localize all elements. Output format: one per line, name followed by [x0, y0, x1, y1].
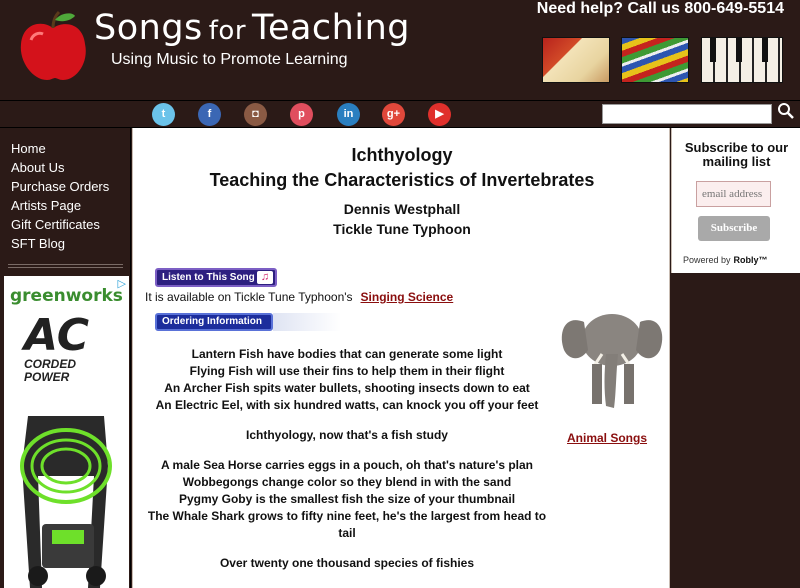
- lyric-line: Wobbegongs change color so they blend in with the sand: [182, 475, 512, 489]
- availability-label: It is available on Tickle Tune Typhoon's: [145, 290, 353, 304]
- ad-headline: AC: [24, 310, 89, 361]
- pressure-washer-image: [8, 406, 126, 588]
- nav-home[interactable]: Home: [11, 141, 46, 156]
- nav-about-us[interactable]: About Us: [11, 160, 65, 175]
- lyrics-stanza: [139, 427, 555, 444]
- brand-title[interactable]: [94, 8, 410, 48]
- ad-subheadline: [24, 358, 76, 384]
- ad-brand-logo: greenworks: [10, 286, 123, 306]
- lyrics: [139, 346, 555, 585]
- subscribe-title: Subscribe to our mailing list: [684, 140, 789, 169]
- youtube-icon[interactable]: ▶: [428, 103, 451, 126]
- lyric-line: The Whale Shark grows to fifty nine feet, he's the largest from head to tail: [147, 509, 547, 540]
- apple-logo-icon[interactable]: [17, 10, 89, 82]
- powered-by: [683, 255, 768, 265]
- googleplus-icon[interactable]: g+: [382, 103, 405, 126]
- instagram-icon[interactable]: ◘: [244, 103, 267, 126]
- facebook-icon[interactable]: f: [198, 103, 221, 126]
- nav-divider: [8, 264, 123, 268]
- lyric-line: Ichthyology, now that's a fish study: [246, 428, 448, 442]
- robly-logo[interactable]: Robly™: [733, 255, 768, 265]
- brand-tagline: Using Music to Promote Learning: [111, 51, 348, 68]
- lyric-line: Pygmy Goby is the smallest fish the size of your thumbnail: [178, 492, 516, 506]
- nav-artists-page[interactable]: Artists Page: [11, 198, 82, 213]
- lyric-line: Over twenty one thousand species of fishies: [219, 556, 475, 570]
- song-author: Dennis Westphall: [343, 201, 461, 217]
- nav-gift-certificates[interactable]: Gift Certificates: [11, 217, 100, 232]
- page-subtitle: Teaching the Characteristics of Invertebrates: [209, 170, 595, 190]
- twitter-icon[interactable]: t: [152, 103, 175, 126]
- social-bar: [0, 100, 800, 128]
- left-sidebar: [0, 128, 131, 588]
- right-sidebar: [671, 128, 800, 588]
- brand-word-songs: Songs: [94, 8, 203, 48]
- page-title: Ichthyology: [351, 145, 453, 165]
- music-note-icon: ♫: [257, 271, 273, 284]
- lyric-line: An Archer Fish spits water bullets, shooting insects down to eat: [164, 381, 530, 395]
- subscribe-button[interactable]: Subscribe: [698, 216, 770, 241]
- lyric-line: An Electric Eel, with six hundred watts, can knock you off your feet: [155, 398, 539, 412]
- elephant-image[interactable]: [558, 294, 666, 412]
- brand-word-teaching: Teaching: [252, 8, 410, 48]
- site-header: [0, 0, 800, 100]
- singing-science-link[interactable]: Singing Science: [360, 290, 454, 304]
- subscribe-box: [671, 128, 800, 273]
- listen-button[interactable]: [155, 268, 277, 287]
- drum-image: [542, 37, 610, 83]
- lyrics-stanza: [139, 346, 555, 414]
- search-icon[interactable]: [777, 102, 795, 120]
- colored-pencils-image: [621, 37, 689, 83]
- email-field[interactable]: [696, 181, 771, 207]
- animal-songs-link[interactable]: Animal Songs: [567, 431, 648, 445]
- pinterest-icon[interactable]: p: [290, 103, 313, 126]
- ordering-button-shadow: [273, 313, 341, 331]
- piano-keys-image: [701, 37, 783, 83]
- availability-text: [145, 290, 453, 304]
- nav-menu: [0, 139, 131, 253]
- nav-purchase-orders[interactable]: Purchase Orders: [11, 179, 110, 194]
- lyrics-stanza: [139, 555, 555, 572]
- song-album: Tickle Tune Typhoon: [333, 221, 471, 237]
- linkedin-icon[interactable]: in: [337, 103, 360, 126]
- nav-sft-blog[interactable]: SFT Blog: [11, 236, 65, 251]
- lyric-line: A male Sea Horse carries eggs in a pouch, oh that's nature's plan: [160, 458, 534, 472]
- advertisement[interactable]: [4, 276, 129, 588]
- listen-button-label: Listen to This Song: [162, 272, 255, 283]
- help-phone: Need help? Call us 800-649-5514: [536, 0, 784, 17]
- ordering-info-button[interactable]: Ordering Information: [155, 313, 273, 331]
- lyrics-stanza: [139, 457, 555, 542]
- search-input[interactable]: [602, 104, 772, 124]
- lyric-line: Lantern Fish have bodies that can generate some light: [191, 347, 503, 361]
- adchoices-icon[interactable]: ▷: [117, 278, 126, 290]
- ad-sub-line1: CORDED: [24, 357, 77, 371]
- ad-sub-line2: POWER: [24, 370, 70, 384]
- powered-by-label: Powered by: [683, 255, 731, 265]
- lyric-line: Flying Fish will use their fins to help them in their flight: [189, 364, 505, 378]
- main-content: [132, 128, 670, 588]
- brand-word-for: for: [208, 16, 247, 46]
